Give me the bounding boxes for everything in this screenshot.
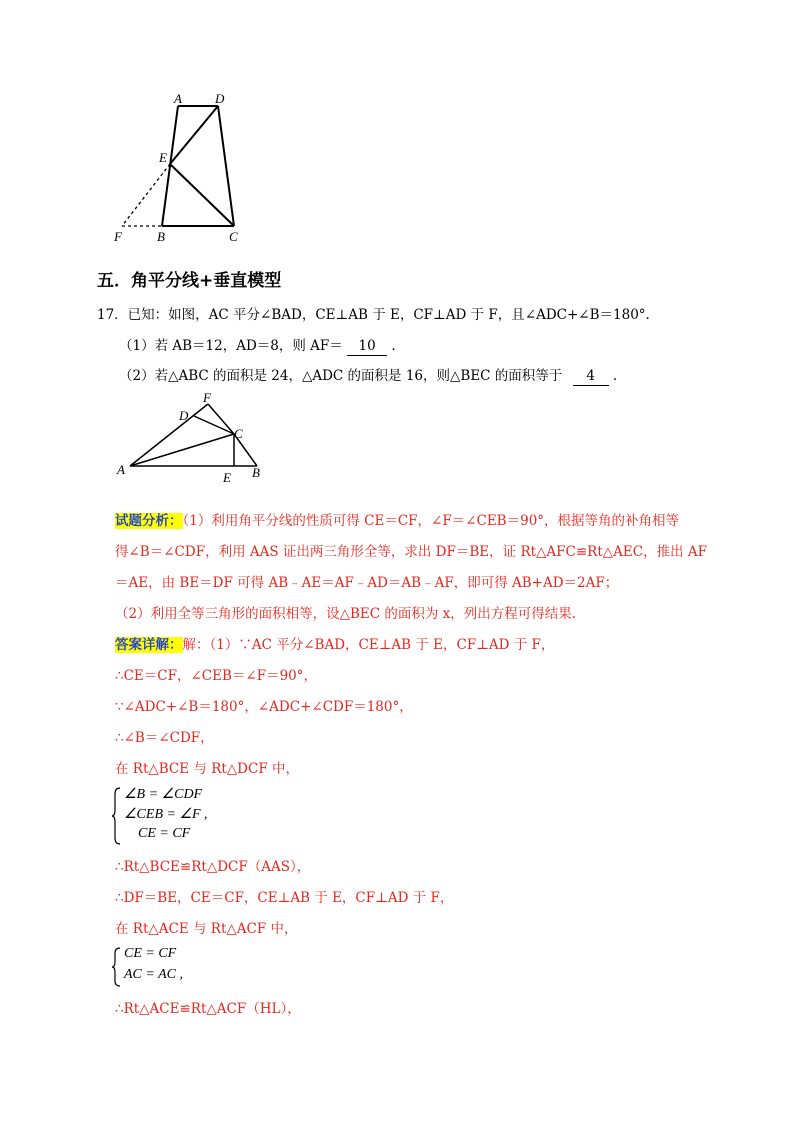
system-1-eq-2: ∠CEB = ∠F , (124, 807, 208, 822)
solution-text-1: 解：（1）∵AC 平分∠BAD，CE⊥AB 于 E，CF⊥AD 于 F， (182, 637, 555, 653)
system-1-eq-3: CE = CF (138, 826, 191, 841)
solution-line-6: ∴Rt△BCE≌Rt△DCF（AAS）， (115, 859, 311, 875)
solution-line-3: ∵∠ADC+∠B＝180°，∠ADC+∠CDF＝180°， (115, 699, 413, 715)
analysis-line-4: （2）利用全等三角形的面积相等，设△BEC 的面积为 x，列出方程可得结果. (115, 606, 577, 622)
analysis-line-2: 得∠B＝∠CDF，利用 AAS 证出两三角形全等，求出 DF＝BE，证 Rt△AFC≌Rt△AEC，推出 AF (115, 544, 707, 560)
label-D: D (179, 408, 189, 423)
solution-line-5: 在 Rt△BCE 与 Rt△DCF 中， (115, 761, 299, 777)
solution-line-8: 在 Rt△ACE 与 Rt△ACF 中， (115, 921, 298, 937)
solution-line-4: ∴∠B＝∠CDF， (115, 730, 214, 746)
label-A: A (117, 462, 125, 477)
question-2-answer: 4 (573, 367, 609, 386)
label-B: B (157, 229, 165, 244)
question-1-suffix: . (391, 338, 396, 354)
solution-tag: 答案详解： (115, 637, 183, 653)
analysis-text-1: （1）利用角平分线的性质可得 CE＝CF，∠F＝∠CEB＝90°，根据等角的补角相等 (182, 513, 680, 529)
segment-AB (162, 106, 178, 226)
label-C: C (234, 426, 243, 441)
solution-line-9: ∴Rt△ACE≌Rt△ACF（HL）， (115, 1001, 301, 1017)
equation-system-2 (112, 946, 232, 988)
brace-icon (112, 946, 122, 988)
label-F: F (114, 229, 122, 244)
segment-AC (130, 434, 234, 466)
segment-DC (218, 106, 234, 226)
brace-icon (112, 786, 122, 846)
segment-EC (170, 164, 234, 226)
question-1-text: （1）若 AB＝12，AD＝8，则 AF＝ (119, 338, 343, 354)
system-2-eq-1: CE = CF (124, 946, 177, 961)
label-C: C (229, 229, 238, 244)
solution-line-7: ∴DF＝BE，CE＝CF，CE⊥AB 于 E，CF⊥AD 于 F， (115, 890, 454, 906)
solution-line-1 (115, 636, 554, 654)
system-2-eq-2: AC = AC , (124, 967, 183, 982)
segment-DC (194, 416, 234, 434)
label-F: F (203, 392, 211, 405)
figure-trapezoid (100, 88, 260, 248)
question-1-answer: 10 (347, 337, 387, 356)
analysis-tag: 试题分析： (115, 513, 183, 529)
segment-AF (130, 404, 208, 466)
problem-statement: 17．已知：如图，AC 平分∠BAD，CE⊥AB 于 E，CF⊥AD 于 F，且∠ADC+∠B＝180°. (97, 307, 650, 323)
question-2-text: （2）若△ABC 的面积是 24，△ADC 的面积是 16，则△BEC 的面积等于 (119, 368, 563, 384)
solution-line-2: ∴CE＝CF，∠CEB＝∠F＝90°， (115, 668, 317, 684)
figure-angle-bisector (112, 392, 282, 492)
question-2 (119, 367, 617, 386)
label-D: D (215, 91, 225, 106)
label-E: E (159, 150, 167, 165)
section-title: 五．角平分线+垂直模型 (97, 271, 282, 291)
label-A: A (174, 91, 182, 106)
analysis-line-3: ＝AE，由 BE＝DF 可得 AB﹣AE＝AF﹣AD＝AB﹣AF，即可得 AB+AD＝2AF； (115, 575, 619, 591)
question-2-suffix: . (612, 368, 618, 384)
label-E: E (223, 470, 231, 485)
segment-FC (208, 404, 234, 434)
equation-system-1 (112, 786, 242, 846)
system-1-eq-1: ∠B = ∠CDF (124, 787, 203, 802)
question-1 (119, 337, 396, 356)
analysis-line-1 (115, 512, 679, 530)
label-B: B (252, 465, 260, 480)
